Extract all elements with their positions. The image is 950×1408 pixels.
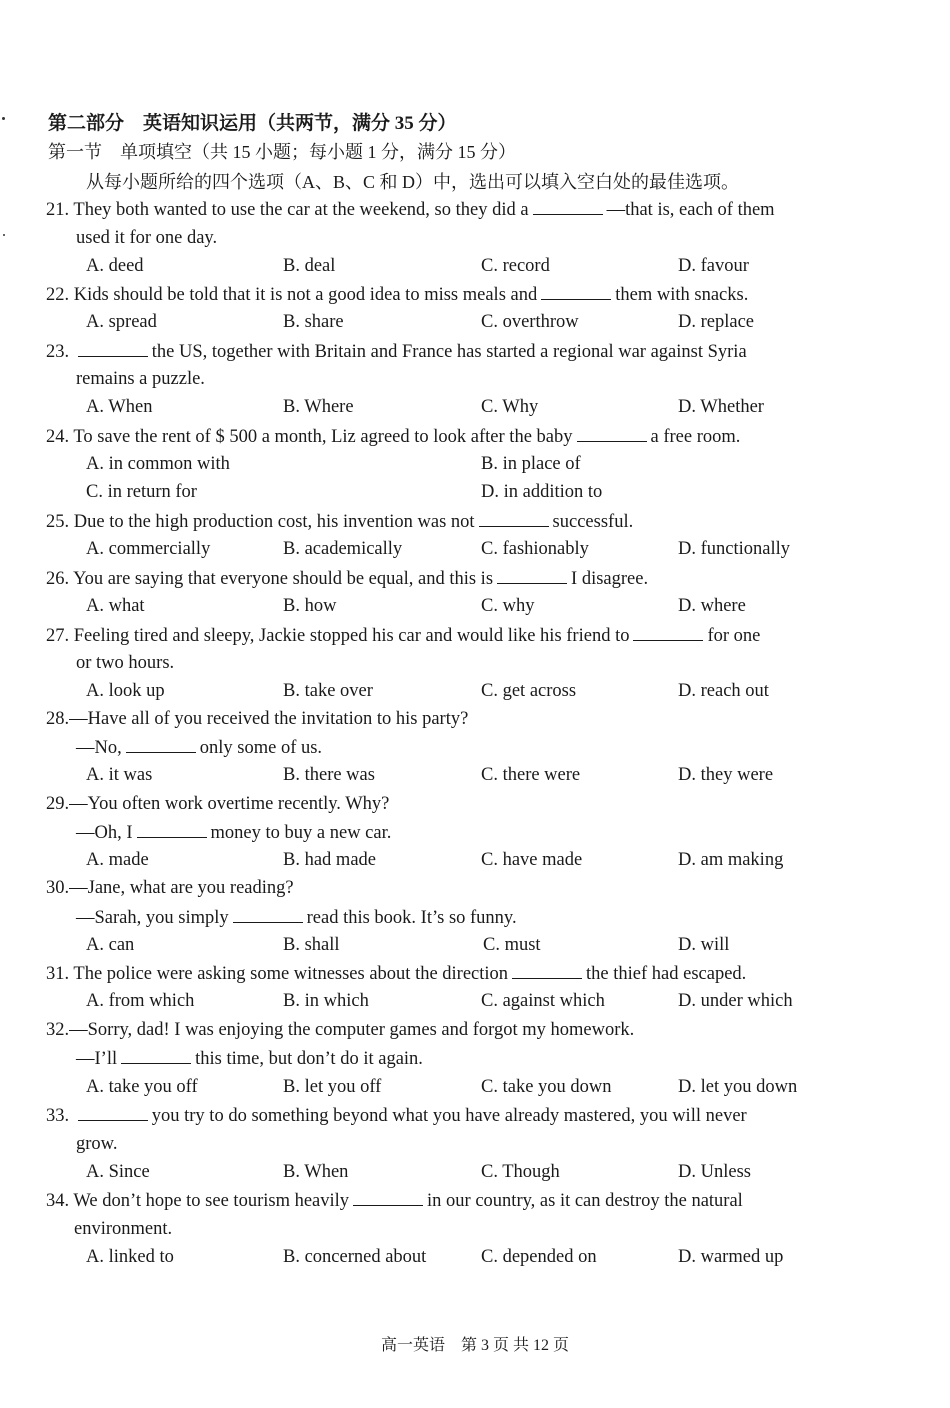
- option-b: B. deal: [283, 256, 336, 276]
- option-d: D. Whether: [678, 397, 764, 417]
- option-b: B. concerned about: [283, 1247, 427, 1267]
- answer-blank: [541, 283, 611, 300]
- option-d: D. where: [678, 596, 746, 616]
- question-text: successful.: [552, 512, 634, 532]
- question-continuation: environment.: [74, 1219, 173, 1239]
- question-23: [46, 340, 828, 363]
- question-text: the thief had escaped.: [586, 964, 747, 984]
- question-number: 22.: [46, 285, 70, 305]
- option-a: A. When: [86, 397, 153, 417]
- question-dialogue-reply: [76, 736, 322, 759]
- question-27: [46, 624, 828, 647]
- question-text: the US, together with Britain and France has started a regional war against Syria: [151, 342, 747, 362]
- option-a: A. can: [86, 935, 135, 955]
- option-b: B. let you off: [283, 1077, 382, 1097]
- question-number: 23.: [46, 342, 70, 362]
- question-text: a free room.: [650, 427, 741, 447]
- option-c: C. must: [483, 935, 541, 955]
- answer-blank: [533, 198, 603, 215]
- answer-blank: [78, 1104, 148, 1121]
- question-text: To save the rent of $ 500 a month, Liz agreed to look after the baby: [73, 427, 573, 447]
- option-c: C. get across: [481, 681, 577, 701]
- option-a: A. take you off: [86, 1077, 198, 1097]
- option-a: A. from which: [86, 991, 195, 1011]
- option-c: C. record: [481, 256, 550, 276]
- option-c: C. there were: [481, 765, 581, 785]
- question-number: 21.: [46, 200, 70, 220]
- question-text: I disagree.: [571, 569, 649, 589]
- option-c: C. against which: [481, 991, 605, 1011]
- question-number: 26.: [46, 569, 70, 589]
- option-a: A. spread: [86, 312, 157, 332]
- option-b: B. Where: [283, 397, 354, 417]
- option-d: D. favour: [678, 256, 749, 276]
- option-a: A. what: [86, 596, 145, 616]
- question-33: [46, 1104, 828, 1127]
- question-25: [46, 510, 828, 533]
- question-text: in our country, as it can destroy the natural: [427, 1191, 743, 1211]
- option-b: B. in which: [283, 991, 369, 1011]
- question-text: this time, but don’t do it again.: [195, 1049, 423, 1069]
- question-number: 28.: [46, 709, 70, 729]
- answer-blank: [78, 340, 148, 357]
- question-text: money to buy a new car.: [210, 823, 392, 843]
- question-text: only some of us.: [199, 738, 323, 758]
- option-b: B. share: [283, 312, 344, 332]
- question-text: read this book. It’s so funny.: [306, 908, 517, 928]
- answer-blank: [126, 736, 196, 753]
- question-dialogue-reply: [76, 821, 391, 844]
- option-b: B. take over: [283, 681, 373, 701]
- question-21: [46, 198, 828, 221]
- option-c: C. fashionably: [481, 539, 589, 559]
- option-a: A. Since: [86, 1162, 150, 1182]
- question-text: Due to the high production cost, his invention was not: [73, 512, 475, 532]
- option-c: C. take you down: [481, 1077, 612, 1097]
- question-30: [46, 877, 828, 899]
- option-d: D. warmed up: [678, 1247, 784, 1267]
- option-d: D. am making: [678, 850, 784, 870]
- question-text: them with snacks.: [615, 285, 749, 305]
- question-text: you try to do something beyond what you have already mastered, you will never: [151, 1106, 747, 1126]
- answer-blank: [512, 962, 582, 979]
- scan-speck: [3, 234, 5, 236]
- question-continuation: remains a puzzle.: [76, 369, 205, 389]
- option-a: A. look up: [86, 681, 165, 701]
- answer-blank: [233, 906, 303, 923]
- option-a: A. deed: [86, 256, 144, 276]
- scan-speck: [2, 117, 5, 120]
- question-29: [46, 793, 828, 815]
- question-text: The police were asking some witnesses about the direction: [73, 964, 509, 984]
- question-number: 33.: [46, 1106, 70, 1126]
- option-b: B. in place of: [481, 454, 581, 474]
- question-26: [46, 567, 828, 590]
- question-text: —Sarah, you simply: [76, 908, 229, 928]
- question-text: Feeling tired and sleepy, Jackie stopped his car and would like his friend to: [73, 626, 630, 646]
- option-d: D. they were: [678, 765, 774, 785]
- instruction: 从每小题所给的四个选项（A、B、C 和 D）中，选出可以填入空白处的最佳选项。: [86, 172, 740, 192]
- question-number: 25.: [46, 512, 70, 532]
- option-a: A. made: [86, 850, 149, 870]
- option-d: D. will: [678, 935, 730, 955]
- question-24: [46, 425, 828, 448]
- option-c: C. Why: [481, 397, 539, 417]
- question-31: [46, 962, 828, 985]
- answer-blank: [479, 510, 549, 527]
- option-c: C. have made: [481, 850, 583, 870]
- question-number: 30.: [46, 878, 70, 898]
- option-c: C. Though: [481, 1162, 560, 1182]
- page-footer: 高一英语 第 3 页 共 12 页: [380, 1337, 569, 1354]
- option-c: C. why: [481, 596, 535, 616]
- option-a: A. in common with: [86, 454, 230, 474]
- question-text: Kids should be told that it is not a good idea to miss meals and: [73, 285, 538, 305]
- option-c: C. overthrow: [481, 312, 579, 332]
- option-b: B. shall: [283, 935, 340, 955]
- question-text: You are saying that everyone should be equal, and this is: [73, 569, 494, 589]
- option-a: A. linked to: [86, 1247, 174, 1267]
- option-b: B. When: [283, 1162, 349, 1182]
- question-text: —Jane, what are you reading?: [69, 878, 294, 898]
- answer-blank: [137, 821, 207, 838]
- question-number: 24.: [46, 427, 70, 447]
- question-text: —I’ll: [76, 1049, 118, 1069]
- answer-blank: [353, 1189, 423, 1206]
- option-b: B. academically: [283, 539, 403, 559]
- option-d: D. in addition to: [481, 482, 603, 502]
- answer-blank: [121, 1047, 191, 1064]
- answer-blank: [633, 624, 703, 641]
- option-a: A. commercially: [86, 539, 211, 559]
- option-b: B. had made: [283, 850, 376, 870]
- answer-blank: [497, 567, 567, 584]
- question-dialogue-reply: [76, 1047, 423, 1070]
- question-continuation: grow.: [76, 1134, 118, 1154]
- part-title: 第二部分 英语知识运用（共两节，满分 35 分）: [48, 113, 457, 134]
- option-d: D. reach out: [678, 681, 769, 701]
- question-text: They both wanted to use the car at the weekend, so they did a: [73, 200, 529, 220]
- question-text: —Oh, I: [76, 823, 133, 843]
- question-32: [46, 1019, 828, 1041]
- question-text: —Sorry, dad! I was enjoying the computer games and forgot my homework.: [69, 1020, 635, 1040]
- question-text: —Have all of you received the invitation to his party?: [69, 709, 469, 729]
- option-d: D. let you down: [678, 1077, 798, 1097]
- section-title: 第一节 单项填空（共 15 小题；每小题 1 分，满分 15 分）: [48, 142, 516, 162]
- question-number: 27.: [46, 626, 70, 646]
- question-text: —that is, each of them: [606, 200, 775, 220]
- question-28: [46, 708, 828, 730]
- answer-blank: [577, 425, 647, 442]
- option-b: B. there was: [283, 765, 375, 785]
- question-dialogue-reply: [76, 906, 517, 929]
- question-text: We don’t hope to see tourism heavily: [73, 1191, 350, 1211]
- question-34: [46, 1189, 828, 1212]
- question-text: —You often work overtime recently. Why?: [69, 794, 390, 814]
- option-d: D. replace: [678, 312, 755, 332]
- option-d: D. Unless: [678, 1162, 751, 1182]
- option-c: C. in return for: [86, 482, 197, 502]
- question-text: for one: [707, 626, 761, 646]
- question-text: —No,: [76, 738, 122, 758]
- option-d: D. functionally: [678, 539, 791, 559]
- question-22: [46, 283, 828, 306]
- question-number: 31.: [46, 964, 70, 984]
- option-b: B. how: [283, 596, 337, 616]
- question-continuation: used it for one day.: [76, 228, 218, 248]
- option-d: D. under which: [678, 991, 793, 1011]
- question-number: 34.: [46, 1191, 70, 1211]
- question-number: 32.: [46, 1020, 70, 1040]
- question-continuation: or two hours.: [76, 653, 175, 673]
- option-c: C. depended on: [481, 1247, 597, 1267]
- option-a: A. it was: [86, 765, 153, 785]
- question-number: 29.: [46, 794, 70, 814]
